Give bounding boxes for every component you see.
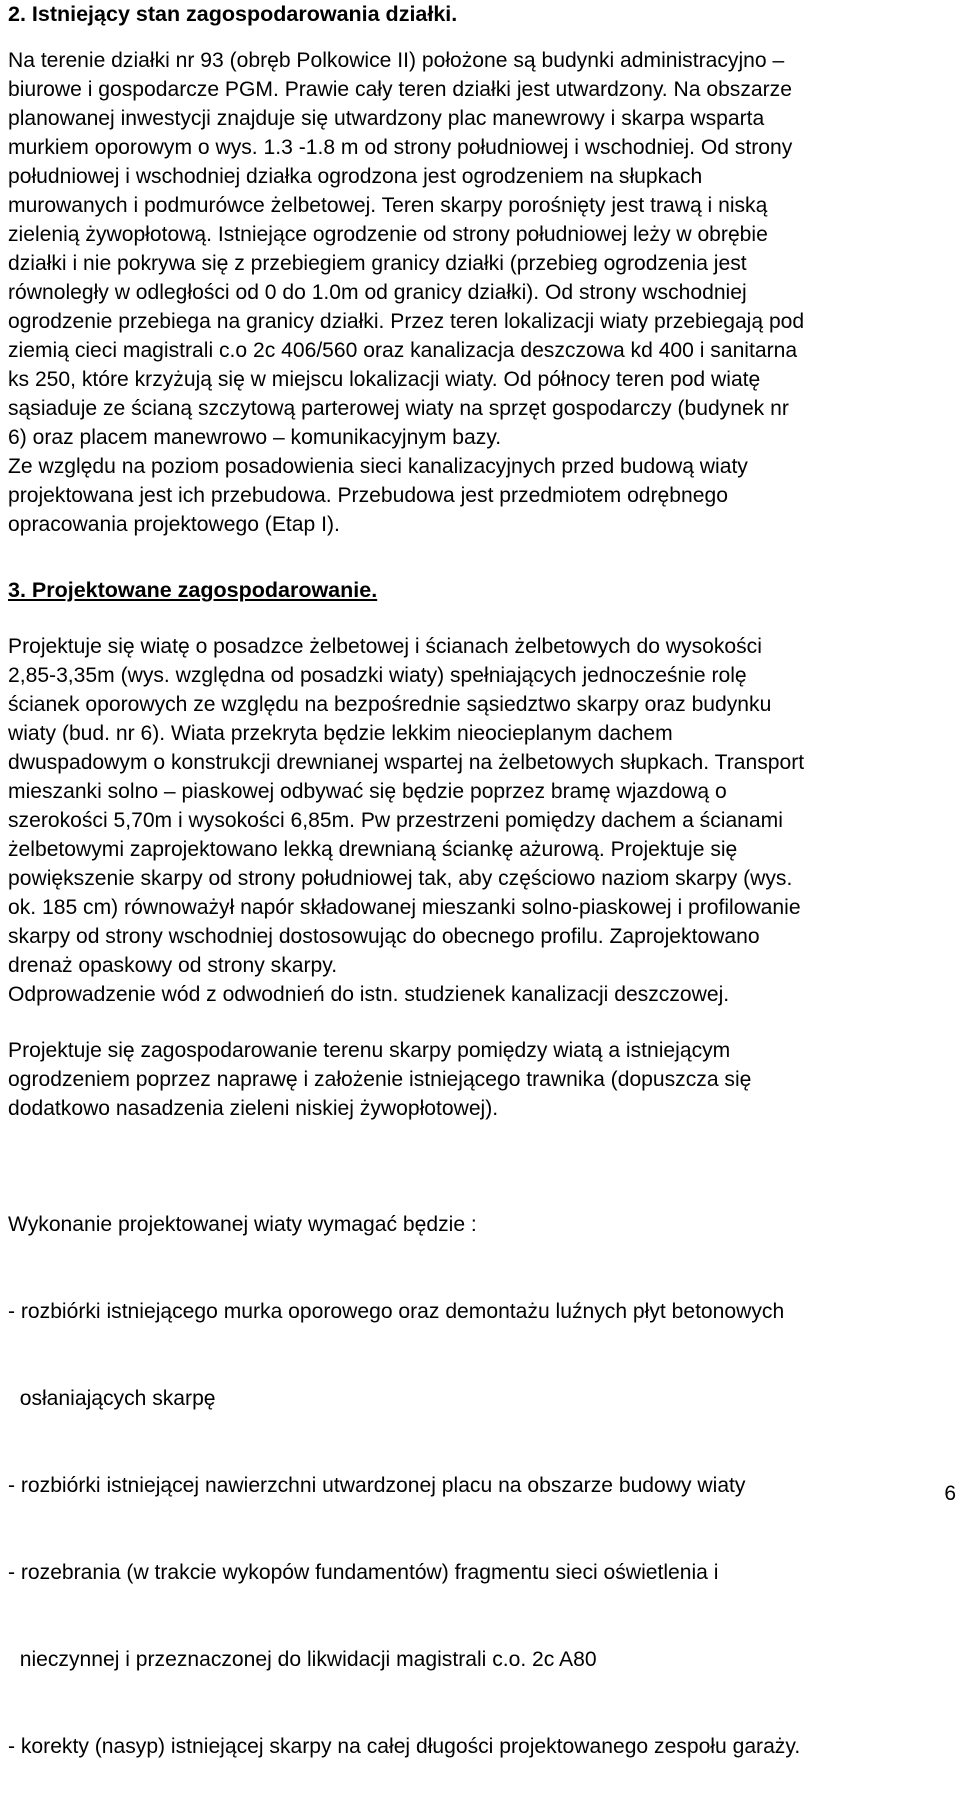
text-line: projektowana jest ich przebudowa. Przebudowa jest przedmiotem odrębnego xyxy=(8,484,728,507)
text-line: mieszanki solno – piaskowej odbywać się będzie poprzez bramę wjazdową o xyxy=(8,780,727,803)
section-3-paragraph-2 xyxy=(8,1036,960,1123)
text-line: południowej i wschodniej działka ogrodzona jest ogrodzeniem na słupkach xyxy=(8,165,703,188)
text-line: sąsiaduje ze ścianą szczytową parterowej wiaty na sprzęt gospodarczy (budynek nr xyxy=(8,397,789,420)
section-3-heading: 3. Projektowane zagospodarowanie. xyxy=(8,578,378,602)
text-line: ogrodzenie przebiega na granicy działki. Przez teren lokalizacji wiaty przebiegają pod xyxy=(8,310,805,333)
text-line: biurowe i gospodarcze PGM. Prawie cały teren działki jest utwardzony. Na obszarze xyxy=(8,78,792,101)
text-line: ścianek oporowych ze względu na bezpośrednie sąsiedztwo skarpy oraz budynku xyxy=(8,693,772,716)
list-item: - rozbiórki istniejącego murka oporowego oraz demontażu luźnych płyt betonowych xyxy=(8,1300,785,1323)
text-line: opracowania projektowego (Etap I). xyxy=(8,513,340,536)
list-item-continuation: osłaniających skarpę xyxy=(8,1387,216,1410)
text-line: Ze względu na poziom posadowienia sieci kanalizacyjnych przed budową wiaty xyxy=(8,455,748,478)
text-line: ok. 185 cm) równoważył napór składowanej mieszanki solno-piaskowej i profilowanie xyxy=(8,896,801,919)
list-item-continuation: nieczynnej i przeznaczonej do likwidacji magistrali c.o. 2c A80 xyxy=(8,1648,597,1671)
text-line: planowanej inwestycji znajduje się utwardzony plac manewrowy i skarpa wsparta xyxy=(8,107,765,130)
section-2-paragraph xyxy=(8,46,960,539)
text-line: Odprowadzenie wód z odwodnień do istn. studzienek kanalizacji deszczowej. xyxy=(8,983,730,1006)
text-line: dodatkowo nasadzenia zieleni niskiej żywopłotowej). xyxy=(8,1097,499,1120)
text-line: ks 250, które krzyżują się w miejscu lokalizacji wiaty. Od północy teren pod wiatę xyxy=(8,368,761,391)
text-line: zielenią żywopłotową. Istniejące ogrodzenie od strony południowej leży w obrębie xyxy=(8,223,768,246)
text-line: murowanych i podmurówce żelbetowej. Teren skarpy porośnięty jest trawą i niską xyxy=(8,194,768,217)
text-line: 2,85-3,35m (wys. względna od posadzki wiaty) spełniających jednocześnie rolę xyxy=(8,664,747,687)
text-line: drenaż opaskowy od strony skarpy. xyxy=(8,954,338,977)
text-line: Projektuje się zagospodarowanie terenu skarpy pomiędzy wiatą a istniejącym xyxy=(8,1039,731,1062)
text-line: ziemią cieci magistrali c.o 2c 406/560 oraz kanalizacja deszczowa kd 400 i sanitarna xyxy=(8,339,798,362)
page-number: 6 xyxy=(944,1482,956,1505)
text-line: Na terenie działki nr 93 (obręb Polkowice II) położone są budynki administracyjno – xyxy=(8,49,785,72)
text-line: działki i nie pokrywa się z przebiegiem granicy działki (przebieg ogrodzenia jest xyxy=(8,252,747,275)
text-line: 6) oraz placem manewrowo – komunikacyjnym bazy. xyxy=(8,426,502,449)
list-item: - korekty (nasyp) istniejącej skarpy na całej długości projektowanego zespołu garaży. xyxy=(8,1735,801,1758)
list-item: - rozebrania (w trakcie wykopów fundamentów) fragmentu sieci oświetlenia i xyxy=(8,1561,719,1584)
text-line: szerokości 5,70m i wysokości 6,85m. Pw przestrzeni pomiędzy dachem a ścianami xyxy=(8,809,783,832)
text-line: żelbetowymi zaprojektowano lekką drewnianą ściankę ażurową. Projektuje się xyxy=(8,838,738,861)
text-line: powiększenie skarpy od strony południowej tak, aby częściowo naziom skarpy (wys. xyxy=(8,867,793,890)
text-line: skarpy od strony wschodniej dostosowując do obecnego profilu. Zaprojektowano xyxy=(8,925,760,948)
section-2-heading: 2. Istniejący stan zagospodarowania działki. xyxy=(8,2,458,26)
section-3-paragraph-1 xyxy=(8,632,960,1009)
section-3-paragraph-3 xyxy=(8,1152,960,1819)
list-item: - rozbiórki istniejącej nawierzchni utwardzonej placu na obszarze budowy wiaty xyxy=(8,1474,746,1497)
text-line: Wykonanie projektowanej wiaty wymagać będzie : xyxy=(8,1213,477,1236)
text-line: dwuspadowym o konstrukcji drewnianej wspartej na żelbetowych słupkach. Transport xyxy=(8,751,805,774)
text-line: murkiem oporowym o wys. 1.3 -1.8 m od strony południowej i wschodniej. Od strony xyxy=(8,136,793,159)
text-line: równoległy w odległości od 0 do 1.0m od granicy działki). Od strony wschodniej xyxy=(8,281,747,304)
text-line: Projektuje się wiatę o posadzce żelbetowej i ścianach żelbetowych do wysokości xyxy=(8,635,762,658)
text-line: wiaty (bud. nr 6). Wiata przekryta będzie lekkim nieocieplanym dachem xyxy=(8,722,673,745)
text-line: ogrodzeniem poprzez naprawę i założenie istniejącego trawnika (dopuszcza się xyxy=(8,1068,752,1091)
